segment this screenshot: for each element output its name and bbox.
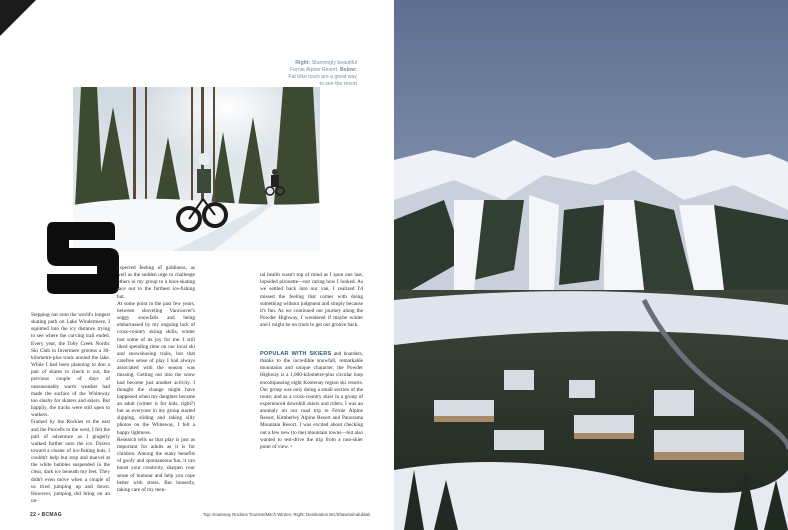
column-3-intro: tal health wasn't top of mind as I spun one last, lopsided pirouette—not caring how I looked. As we settled back into our van, I realized I'd missed the feeling that comes with doing something without judgment and simply because it's fun. As we continued our journey along the Powder Highway, I wondered if maybe winter and I might be on track to get our groove back. [260, 272, 363, 329]
photo-caption [285, 60, 357, 88]
column-3-body: and boarders, thanks to the incredible snowfall, remarkable mountains and unique character, the Powder Highway is a 1,000-kilometre-plus circular loop encompassing eight Kootenay region ski resorts. Our group was only doing a small section of the route; and as a cross-country skier in a group of experienced downhill skiers and riders, I was an anomaly on our road trip to Fernie Alpine Resort, Kimberley Alpine Resort and Panorama Mountain Resort. I was excited about checking out a few new (to me) mountain towns—but also wanted to test-drive the trip from a non-skier point of view. [260, 350, 363, 450]
right-page [394, 0, 788, 530]
caption-text-right: Stunningly beautiful Fernie Alpine Resort. [290, 60, 357, 73]
caption-text-below: Fat bike tours are a great way to see the resort [288, 74, 357, 87]
caption-lead-below: Below: [339, 67, 357, 73]
page-corner-mark [0, 0, 36, 36]
page-folio: 22 • BCMAG [30, 512, 62, 518]
section-subhead: POPULAR WITH SKIERS [260, 350, 332, 357]
caption-lead-right: Right: [295, 60, 311, 66]
body-column-1: Stepping out onto the world's longest skating path on Lake Windermere, I squinted into the icy distance trying to see where the curving trail ended. Every year, the Toby Creek Nordic Ski Club in Invermere grooms a 30-kilometre-plus track around the lake. While I had been planning to don a pair of skates to check it out, the previous couple of days of unseasonably warm weather had made the surface of the Whiteway too slushy for skaters and skiers. But happily, the tracks were still open to walkers. Framed by the Rockies to the east and the Purcells to the west, I felt the pull of adventure as I gingerly walked further onto the ice. Drawn toward a cluster of ice-fishing huts, I couldn't help but stop and marvel at the white bubbles suspended in the clear, dark ice beneath my feet. They didn't even move when a couple of us tried jumping up and down. However, jumping did bring on an un- [31, 312, 110, 505]
end-mark: • [290, 444, 293, 450]
body-column-3 [260, 265, 363, 451]
body-column-2: expected feeling of giddiness, as well as the sudden urge to challenge others in my group to a boot-skating race out to the furthest ice-fishing hut. At some point in the past few years, between shoveling Vancouver's soggy snowfalls and being embarrassed by my ongoing lack of cross-country skiing skills, winter lost some of its joy for me. I still liked spending time on our local ski and snowshoeing trails, but that carefree sense of play I had always associated with the season was missing. Getting out into the snow had become just another activity. I thought the change might have happened when my daughter became an adult (winter is for kids, right?) but as everyone in my group started slipping, sliding and taking silly photos on the Whiteway, I felt a happy lightness. Research tells us that play is just as important for adults as it is for children. Among the many benefits of goofy and spontaneous fun, it can boost your creativity, sharpen your sense of humour and help you cope better with stress. But honestly, taking care of my men- [117, 265, 195, 493]
ski-resort-photo [394, 0, 788, 530]
photo-credit: Top: Kootenay Rockies Tourism/Mitch Winton; Right: Destination BC/Shawnsimdublab [202, 512, 370, 517]
page-footer [30, 512, 370, 520]
drop-cap-s [45, 218, 121, 296]
